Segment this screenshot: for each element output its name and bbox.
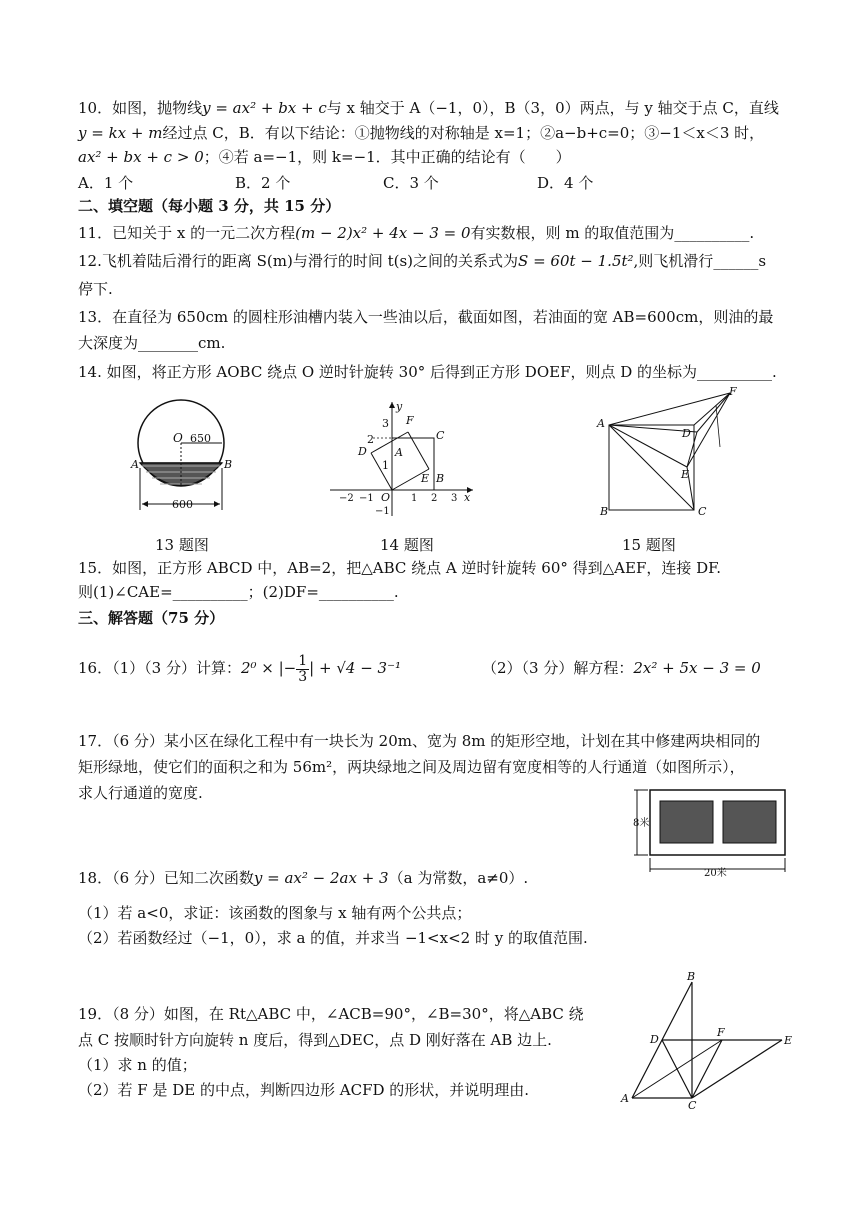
q17-line1: 17．（6 分）某小区在绿化工程中有一块长为 20m、宽为 8m 的矩形空地，计划在其中修建两块相同的 xyxy=(78,732,761,750)
fig14-caption: 14 题图 xyxy=(380,536,434,554)
fig15-caption: 15 题图 xyxy=(622,536,676,554)
fig14-label-f: F xyxy=(406,414,414,427)
figure-13 xyxy=(128,398,238,523)
section2-heading: 二、填空题（每小题 3 分，共 15 分） xyxy=(78,197,341,215)
q19-line1: 19．（8 分）如图，在 Rt△ABC 中，∠ACB=90°，∠B=30°，将△ABC 绕 xyxy=(78,1005,584,1023)
fig13-label-o: O xyxy=(173,431,183,445)
fig15-label-e: E xyxy=(681,468,690,481)
q15-line2: 则(1)∠CAE=__________；(2)DF=__________. xyxy=(78,583,399,601)
q17-line2: 矩形绿地，使它们的面积之和为 56m²，两块绿地之间及周边留有宽度相等的人行通道（如图所示）， xyxy=(78,758,745,776)
fig14-label-a: A xyxy=(395,446,403,459)
fig19-label-f: F xyxy=(717,1026,725,1039)
fig19-label-d: D xyxy=(650,1033,659,1046)
q12-line1: 12.飞机着陆后滑行的距离 S(m)与滑行的时间 t(s)之间的关系式为S = 60t − 1.5t²,则飞机滑行______s xyxy=(78,252,767,270)
q19-part2: （2）若 F 是 DE 的中点，判断四边形 ACFD 的形状，并说明理由. xyxy=(78,1081,530,1099)
fig13-label-a: A xyxy=(131,458,139,471)
fraction-one-third: $\frac{1}{3}$ xyxy=(298,652,308,685)
q18-part1: （1）若 a<0，求证：该函数的图象与 x 轴有两个公共点； xyxy=(78,904,472,922)
fig19-label-b: B xyxy=(687,970,696,983)
q16-part2: （2）（3 分）解方程：2x² + 5x − 3 = 0 xyxy=(482,659,761,677)
q14-line1: 14. 如图，将正方形 AOBC 绕点 O 逆时针旋转 30° 后得到正方形 DOEF，则点 D 的坐标为__________. xyxy=(78,363,777,381)
fig14-label-e: E xyxy=(421,472,430,485)
fig15-label-f: F xyxy=(729,385,737,398)
q13-line1: 13．在直径为 650cm 的圆柱形油槽内装入一些油以后，截面如图，若油面的宽 AB=600cm，则油的最 xyxy=(78,308,774,326)
fig14-label-b: B xyxy=(436,472,445,485)
fig14-label-x2: 2 xyxy=(431,493,438,504)
fig14-label-yneg1: −1 xyxy=(375,506,390,517)
fig15-label-b: B xyxy=(600,505,609,518)
q18-line1: 18．（6 分）已知二次函数y = ax² − 2ax + 3（a 为常数，a≠0）. xyxy=(78,869,529,887)
fig13-label-600: 600 xyxy=(172,498,193,511)
q17-line3: 求人行通道的宽度. xyxy=(78,784,203,802)
q10-option-b: B．2 个 xyxy=(235,174,291,192)
fig14-label-d: D xyxy=(358,445,367,458)
fig13-label-b: B xyxy=(224,458,233,471)
q10-line2: y = kx + m经过点 C，B．有以下结论：①抛物线的对称轴是 x=1；②a−b+c=0；③−1＜x＜3 时， xyxy=(78,124,765,142)
fig17-label-20m: 20米 xyxy=(704,868,727,879)
figure-14 xyxy=(325,398,475,523)
q10-option-c: C．3 个 xyxy=(383,174,439,192)
fig15-label-a: A xyxy=(597,417,605,430)
q10-line1: 10．如图，抛物线y = ax² + bx + c与 x 轴交于 A（−1，0），B（3，0）两点，与 y 轴交于点 C，直线 xyxy=(78,99,779,117)
fig19-label-e: E xyxy=(784,1034,793,1047)
q13-line2: 大深度为________cm. xyxy=(78,334,226,352)
section3-heading: 三、解答题（75 分） xyxy=(78,609,225,627)
fig15-label-c: C xyxy=(698,505,707,518)
q10-line3: ax² + bx + c > 0；④若 a=−1，则 k=−1．其中正确的结论有（ ） xyxy=(78,148,571,166)
fig14-label-neg1: −1 xyxy=(359,493,374,504)
fig14-label-x3: 3 xyxy=(451,493,458,504)
q11-line: 11．已知关于 x 的一元二次方程(m − 2)x² + 4x − 3 = 0有实数根，则 m 的取值范围为__________. xyxy=(78,224,755,242)
fig14-label-x1: 1 xyxy=(411,493,418,504)
q19-part1: （1）求 n 的值； xyxy=(78,1056,197,1074)
q16-part1: 16．（1）（3 分）计算：2⁰ × |− $\frac{1}{3}$ | + √4 − 3⁻¹ xyxy=(78,652,402,685)
q18-part2: （2）若函数经过（−1，0），求 a 的值，并求当 −1<x<2 时 y 的取值范围. xyxy=(78,929,588,947)
fig14-label-1: 1 xyxy=(382,459,389,472)
fig19-label-c: C xyxy=(688,1099,697,1112)
q10-option-a: A．1 个 xyxy=(78,174,134,192)
figure-17 xyxy=(632,786,792,881)
q15-line1: 15．如图，正方形 ABCD 中，AB=2，把△ABC 绕点 A 逆时针旋转 60° 得到△AEF，连接 DF. xyxy=(78,559,721,577)
fig14-label-3: 3 xyxy=(382,417,389,430)
q12-line2: 停下. xyxy=(78,280,113,298)
fig14-label-y: y xyxy=(396,400,403,413)
q19-line2: 点 C 按顺时针方向旋转 n 度后，得到△DEC，点 D 刚好落在 AB 边上. xyxy=(78,1031,552,1049)
fig13-caption: 13 题图 xyxy=(155,536,209,554)
fig14-label-neg2: −2 xyxy=(339,493,354,504)
fig14-label-2: 2 xyxy=(367,433,374,446)
fig13-label-650: 650 xyxy=(190,432,211,445)
fig15-label-d: D xyxy=(682,427,691,440)
figure-19 xyxy=(618,972,798,1110)
fig14-label-c: C xyxy=(436,429,445,442)
fig17-label-8m: 8米 xyxy=(633,818,650,829)
q10-option-d: D．4 个 xyxy=(537,174,594,192)
figure-15 xyxy=(592,385,742,525)
fig14-label-x: x xyxy=(464,491,471,504)
fig19-label-a: A xyxy=(621,1092,629,1105)
fig14-label-o: O xyxy=(381,491,391,504)
